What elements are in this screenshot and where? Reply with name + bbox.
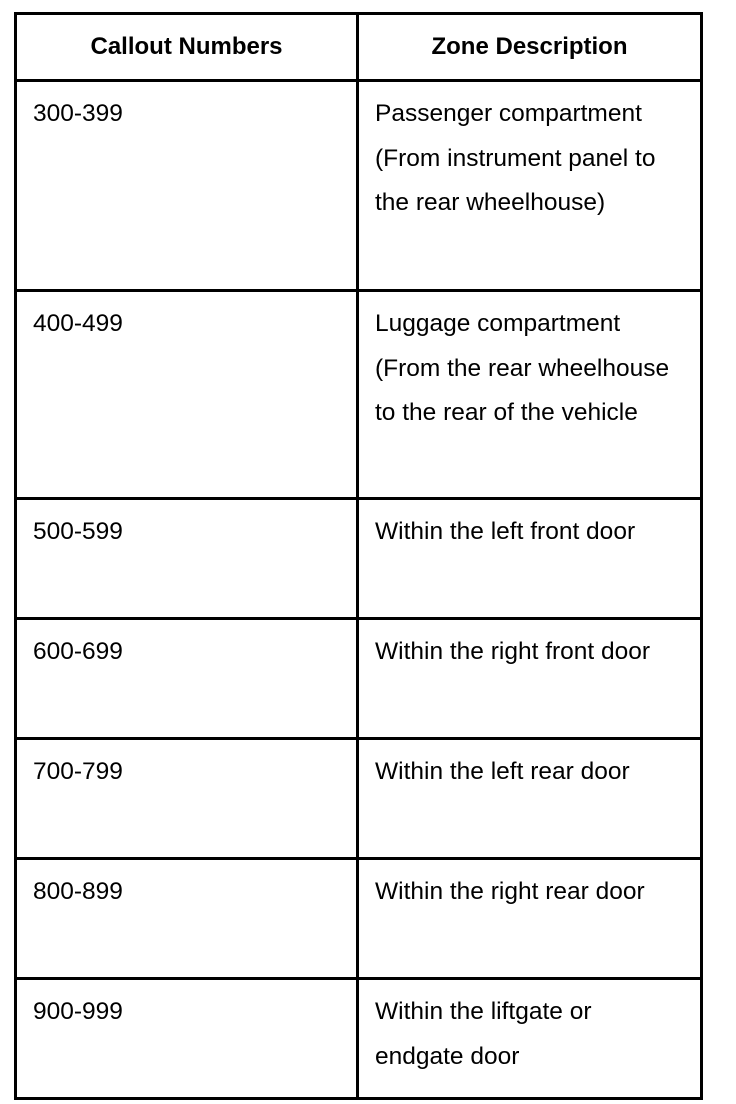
table-row [16,979,702,1099]
callout-cell [16,81,358,291]
table-row [16,619,702,739]
zone-cell [358,979,702,1099]
table-row [16,81,702,291]
zone-text: Within the left front door [375,518,636,545]
table-row [16,291,702,499]
header-callout-numbers: Callout Numbers [16,14,358,81]
zone-text: Within the left rear door [375,758,630,785]
callout-text: 500-599 [33,518,123,545]
zone-text: Within the liftgate or endgate door [375,998,592,1070]
callout-cell [16,619,358,739]
callout-zone-table [14,12,703,1100]
header-zone-description: Zone Description [358,14,702,81]
zone-cell [358,499,702,619]
callout-cell [16,859,358,979]
zone-text: Within the right front door [375,638,651,665]
callout-text: 300-399 [33,100,123,127]
callout-text: 900-999 [33,998,123,1025]
callout-text: 600-699 [33,638,123,665]
callout-cell [16,499,358,619]
callout-text: 700-799 [33,758,123,785]
callout-cell [16,739,358,859]
zone-cell [358,739,702,859]
table-header-row [16,14,702,81]
table-row [16,739,702,859]
callout-cell [16,291,358,499]
zone-text: Within the right rear door [375,878,645,905]
zone-cell [358,619,702,739]
table-row [16,859,702,979]
callout-cell [16,979,358,1099]
callout-text: 800-899 [33,878,123,905]
zone-cell [358,291,702,499]
callout-text: 400-499 [33,310,123,337]
zone-cell [358,81,702,291]
table-row [16,499,702,619]
zone-cell [358,859,702,979]
zone-text: Luggage compartment (From the rear wheelhouse to the rear of the vehicle [375,310,670,426]
zone-text: Passenger compartment (From instrument panel to the rear wheelhouse) [375,100,656,216]
